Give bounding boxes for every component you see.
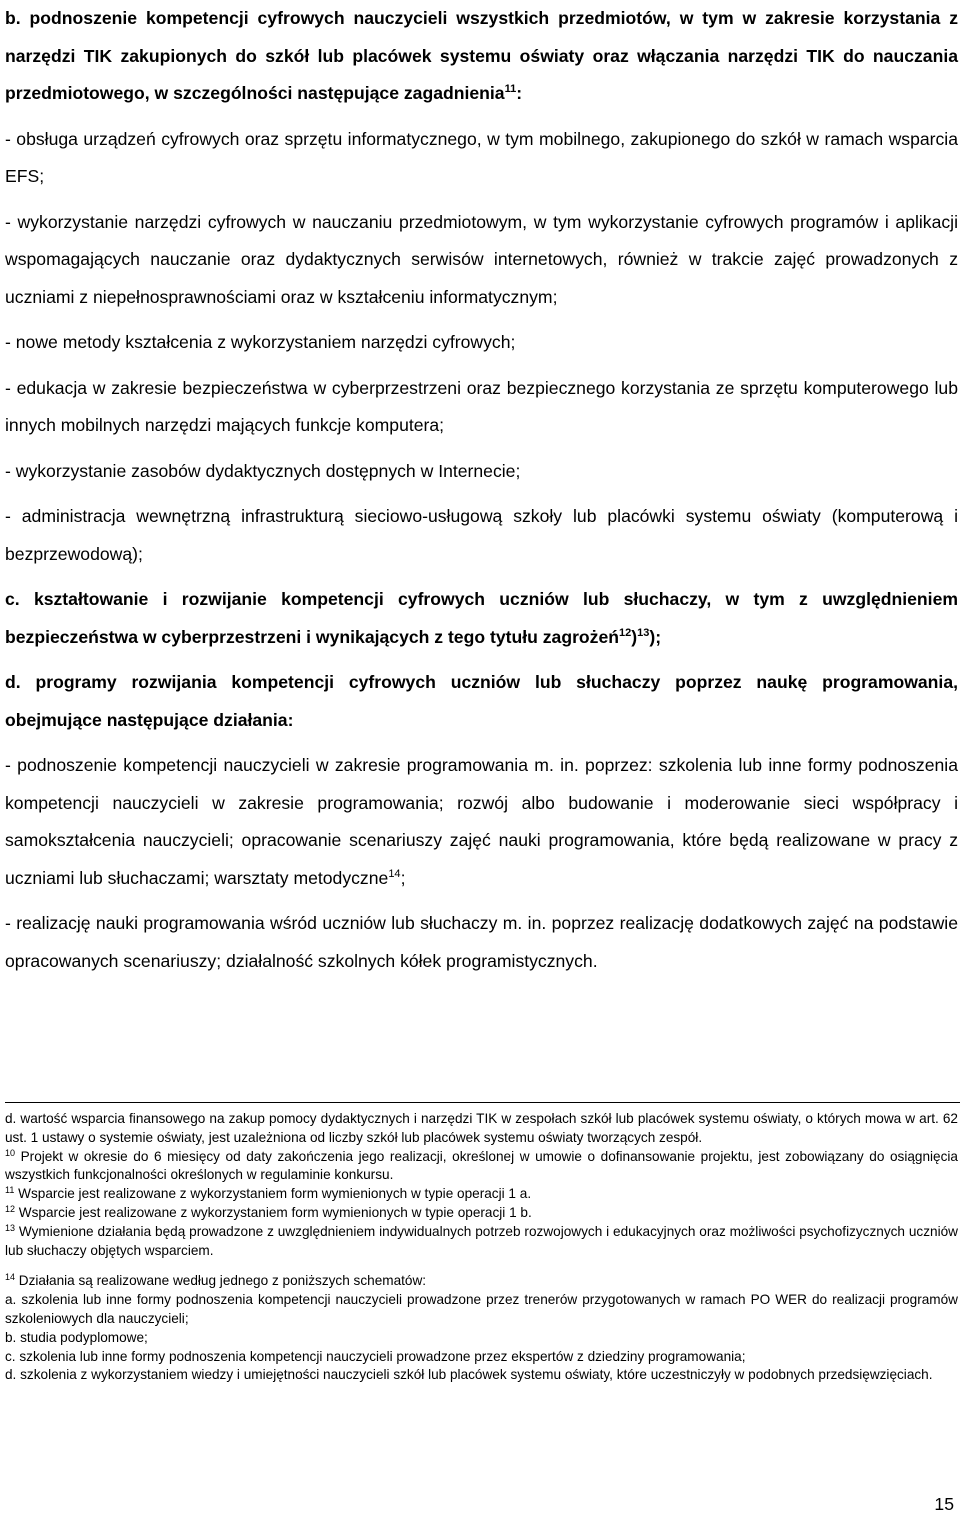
footnote-13 [5, 1223, 958, 1261]
footnote-14-item-b: b. studia podyplomowe; [5, 1329, 148, 1345]
footnote-number: 11 [5, 1185, 15, 1196]
section-b-item-1: - obsługa urządzeń cyfrowych oraz sprzętu informatycznego, w tym mobilnego, zakupionego do szkół w ramach wsparcia EFS; [5, 128, 958, 186]
footnote-12 [5, 1204, 958, 1223]
section-b-item-4: - edukacja w zakresie bezpieczeństwa w cyberprzestrzeni oraz bezpiecznego korzystania ze sprzętu komputerowego lub innych mobilnych narzędzi mających funkcje komputera; [5, 377, 958, 435]
section-d-item-2: - realizację nauki programowania wśród uczniów lub słuchaczy m. in. poprzez realizację dodatkowych zajęć na podstawie opracowanych scenariuszy; działalność szkolnych kółek programistycznych. [5, 913, 958, 971]
footnote-number: 14 [5, 1272, 16, 1283]
page-body [5, 0, 958, 980]
section-c-heading-end: ); [649, 626, 662, 647]
section-b-heading [5, 0, 958, 113]
footnote-separator [5, 1102, 960, 1103]
section-c-paren: ) [631, 626, 638, 647]
section-d-heading: d. programy rozwijania kompetencji cyfrowych uczniów lub słuchaczy poprzez naukę programowania, obejmujące następujące działania: [5, 672, 958, 730]
footnote-14-item-d: d. szkolenia z wykorzystaniem wiedzy i umiejętności nauczycieli szkół lub placówek systemu oświaty, które uczestniczyły w podobnych przedsięwzięciach. [5, 1367, 933, 1383]
footnote-ref-14[interactable]: 14 [388, 867, 401, 880]
footnote-14-item-c: c. szkolenia lub inne formy podnoszenia kompetencji nauczycieli prowadzone przez ekspertów z dziedziny programowania; [5, 1348, 746, 1364]
section-b-item-5: - wykorzystanie zasobów dydaktycznych dostępnych w Internecie; [5, 460, 521, 481]
footnote-ref-11[interactable]: 11 [504, 83, 517, 95]
footnote-number: 12 [5, 1203, 16, 1214]
section-b-heading-colon: : [516, 83, 523, 103]
section-b-heading-text: b. podnoszenie kompetencji cyfrowych nauczycieli wszystkich przedmiotów, w tym w zakresie korzystania z narzędzi TIK zakupionych do szkół lub placówek systemu oświaty oraz włączania narzędzi TIK do nauczania przedmiotowego, w szczególności następujące zagadnienia [5, 8, 958, 103]
footnote-ref-12[interactable]: 12 [619, 626, 632, 639]
page-number: 15 [934, 1494, 954, 1514]
footnote-number: 13 [5, 1222, 16, 1233]
footnote-continuation: d. wartość wsparcia finansowego na zakup pomocy dydaktycznych i narzędzi TIK w zespołach szkół lub placówek systemu oświaty, o których mowa w art. 62 ust. 1 ustawy o systemie oświaty, jest uzależniona od liczby szkół lub placówek systemu oświaty tworzących zespół. [5, 1111, 958, 1145]
section-b-item-6: - administracja wewnętrzną infrastrukturą sieciowo-usługową szkoły lub placówki systemu oświaty (komputerową i bezprzewodową); [5, 506, 958, 564]
footnote-text: Działania są realizowane według jednego z poniższych schematów: [18, 1273, 427, 1289]
footnote-text: Wsparcie jest realizowane z wykorzystaniem form wymienionych w typie operacji 1 a. [18, 1186, 532, 1202]
section-c-heading-text: c. kształtowanie i rozwijanie kompetencji cyfrowych uczniów lub słuchaczy, w tym z uwzględnieniem bezpieczeństwa w cyberprzestrzeni i wynikających z tego tytułu zagrożeń [5, 589, 958, 647]
section-c-heading [5, 581, 958, 656]
footnote-14-item-a: a. szkolenia lub inne formy podnoszenia kompetencji nauczycieli prowadzone przez trenerów przygotowanych w ramach PO WER do realizacji programów szkoleniowych dla nauczycieli; [5, 1292, 958, 1326]
footnote-text: Wsparcie jest realizowane z wykorzystaniem form wymienionych w typie operacji 1 b. [18, 1204, 532, 1220]
footnote-11 [5, 1185, 958, 1204]
section-d-item-1-end: ; [400, 867, 406, 888]
section-d-item-1-text: - podnoszenie kompetencji nauczycieli w zakresie programowania m. in. poprzez: szkolenia lub inne formy podnoszenia kompetencji nauczycieli w zakresie programowania; rozwój albo budowanie i moderowanie sieci współpracy i samokształcenia nauczycieli; opracowanie scenariuszy zajęć nauki programowania, które będą realizowane w pracy z uczniami lub słuchaczami; warsztaty metodyczne [5, 755, 958, 888]
section-b-item-3: - nowe metody kształcenia z wykorzystaniem narzędzi cyfrowych; [5, 332, 516, 352]
footnote-text: Projekt w okresie do 6 miesięcy od daty zakończenia jego realizacji, określonej w umowie o dofinansowanie projektu, jest zobowiązany do osiągnięcia wszystkich funkcjonalności określonych w regulaminie konkursu. [5, 1148, 958, 1183]
section-b-item-2: - wykorzystanie narzędzi cyfrowych w nauczaniu przedmiotowym, w tym wykorzystanie cyfrowych programów i aplikacji wspomagających nauczanie oraz dydaktycznych serwisów internetowych, również w trakcie zajęć prowadzonych z uczniami z niepełnosprawnościami oraz w kształceniu informatycznym; [5, 211, 958, 307]
footnote-text: Wymienione działania będą prowadzone z uwzględnieniem indywidualnych potrzeb rozwojowych i edukacyjnych oraz możliwości psychofizycznych uczniów lub słuchaczy objętych wsparciem. [5, 1223, 958, 1258]
footnote-10 [5, 1148, 958, 1186]
footnote-14 [5, 1272, 958, 1291]
footnote-number: 10 [5, 1147, 16, 1158]
footnotes [5, 1110, 958, 1385]
footnote-ref-13[interactable]: 13 [637, 626, 650, 639]
section-d-item-1 [5, 747, 958, 897]
